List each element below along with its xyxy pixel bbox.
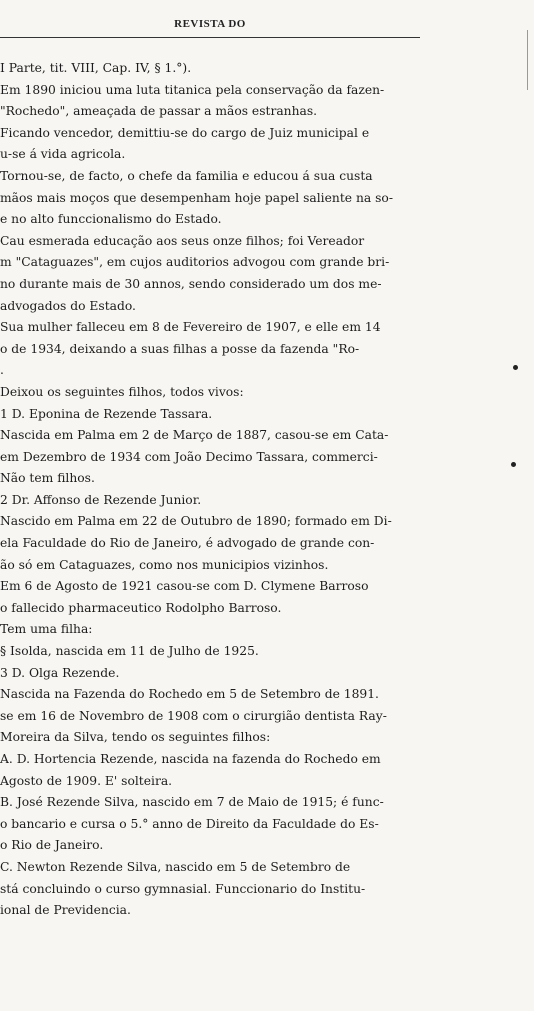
text-line: Deixou os seguintes filhos, todos vivos: [0, 384, 244, 399]
text-line: "Rochedo", ameaçada de passar a mãos estranhas. [0, 104, 318, 119]
text-line: o Rio de Janeiro. [0, 838, 104, 853]
text-line: ela Faculdade do Rio de Janeiro, é advogado de grande con- [0, 536, 375, 551]
text-line: Tornou-se, de facto, o chefe da familia e educou á sua custa [0, 168, 373, 183]
text-line: . [0, 363, 4, 378]
text-line: Em 6 de Agosto de 1921 casou-se com D. Clymene Barroso [0, 579, 369, 594]
text-line: C. Newton Rezende Silva, nascido em 5 de Setembro de [0, 859, 351, 874]
header-rule [0, 37, 420, 38]
ink-speck [513, 365, 518, 370]
text-line: no durante mais de 30 annos, sendo considerado um dos me- [0, 276, 382, 291]
ink-speck [511, 462, 516, 467]
text-line: mãos mais moços que desempenham hoje papel saliente na so- [0, 190, 393, 205]
text-line: stá concluindo o curso gymnasial. Funccionario do Institu- [0, 881, 366, 896]
text-line: ão só em Cataguazes, como nos municipios vizinhos. [0, 557, 329, 572]
body-text [0, 58, 424, 922]
text-line: se em 16 de Novembro de 1908 com o cirurgião dentista Ray- [0, 708, 387, 723]
margin-line [527, 30, 528, 90]
text-line: advogados do Estado. [0, 298, 136, 313]
text-line: 2 Dr. Affonso de Rezende Junior. [0, 492, 202, 507]
text-line: em Dezembro de 1934 com João Decimo Tassara, commerci- [0, 449, 378, 464]
text-line: Ficando vencedor, demittiu-se do cargo de Juiz municipal e [0, 125, 370, 140]
text-line: ional de Previdencia. [0, 903, 131, 918]
text-line: Agosto de 1909. E' solteira. [0, 773, 173, 788]
text-line: § Isolda, nascida em 11 de Julho de 1925. [0, 644, 259, 659]
text-line: o fallecido pharmaceutico Rodolpho Barroso. [0, 600, 282, 615]
text-line: u-se á vida agricola. [0, 147, 126, 162]
text-line: B. José Rezende Silva, nascido em 7 de Maio de 1915; é func- [0, 795, 384, 810]
text-line: Nascida em Palma em 2 de Março de 1887, casou-se em Cata- [0, 428, 389, 443]
text-line: 1 D. Eponina de Rezende Tassara. [0, 406, 213, 421]
text-line: e no alto funccionalismo do Estado. [0, 212, 222, 227]
text-line: I Parte, tit. VIII, Cap. IV, § 1.°). [0, 61, 192, 75]
text-line: 3 D. Olga Rezende. [0, 665, 120, 680]
running-header: REVISTA DO [174, 18, 246, 30]
text-line: Sua mulher falleceu em 8 de Fevereiro de 1907, e elle em 14 [0, 320, 381, 335]
text-line: o de 1934, deixando a suas filhas a posse da fazenda "Ro- [0, 341, 360, 356]
text-line: Cau esmerada educação aos seus onze filhos; foi Vereador [0, 233, 365, 248]
text-line: o bancario e cursa o 5.° anno de Direito da Faculdade do Es- [0, 816, 379, 831]
text-line: Moreira da Silva, tendo os seguintes filhos: [0, 730, 271, 745]
text-line: Em 1890 iniciou uma luta titanica pela conservação da fazen- [0, 82, 385, 97]
text-line: Nascido em Palma em 22 de Outubro de 1890; formado em Di- [0, 514, 392, 529]
text-line: Nascida na Fazenda do Rochedo em 5 de Setembro de 1891. [0, 687, 379, 702]
text-line: Não tem filhos. [0, 471, 95, 486]
text-line: m "Cataguazes", em cujos auditorios advogou com grande bri- [0, 255, 390, 270]
text-line: A. D. Hortencia Rezende, nascida na fazenda do Rochedo em [0, 752, 381, 766]
text-line: Tem uma filha: [0, 622, 93, 637]
